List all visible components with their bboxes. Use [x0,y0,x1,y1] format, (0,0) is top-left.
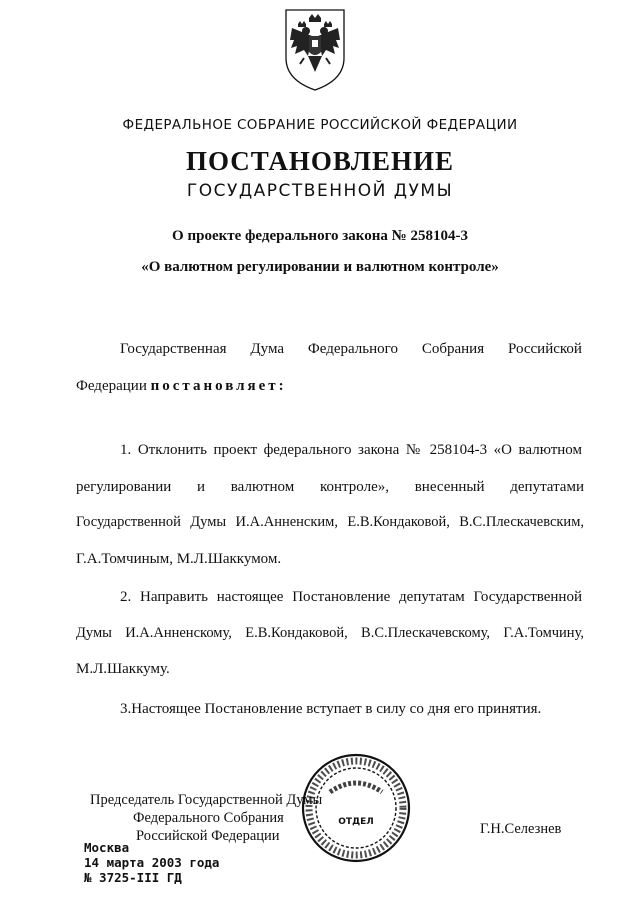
item1-line-2: регулировании и валютном контроле», внесенный депутатами [76,479,584,495]
footer-city: Москва [84,840,130,855]
item1-line-4: Г.А.Томчиным, М.Л.Шаккумом. [76,551,282,567]
document-issuer: ГОСУДАРСТВЕННОЙ ДУМЫ [186,181,454,201]
footer-number: № 3725-III ГД [84,870,182,885]
eagle-icon [282,6,348,92]
signatory-title-line-2: Федерального Собрания [133,810,284,826]
signatory-title-line-1: Председатель Государственной Думы [90,792,323,808]
preamble-resolves: постановляет: [150,378,287,394]
preamble-word: Дума [250,341,285,357]
preamble-word: Государственная [120,341,227,357]
item2-line-3: М.Л.Шаккуму. [76,661,170,677]
document-type-title: ПОСТАНОВЛЕНИЕ [185,146,455,176]
preamble-federation: Федерации [76,378,147,394]
preamble-line-1 [120,341,582,358]
item2-line-1: 2. Направить настоящее Постановление депутатам Государственной [120,589,582,605]
preamble-line-2 [76,378,584,395]
organization-name: ФЕДЕРАЛЬНОЕ СОБРАНИЕ РОССИЙСКОЙ ФЕДЕРАЦИИ [122,117,518,133]
coat-of-arms-emblem [282,6,348,92]
item2-line-2: Думы И.А.Анненскому, Е.В.Кондаковой, В.С.Плескачевскому, Г.А.Томчину, [76,625,584,641]
subject-line-2: «О валютном регулировании и валютном контроле» [141,259,499,275]
signatory-title-line-3: Российской Федерации [136,828,280,844]
subject-line-1: О проекте федерального закона № 258104-3 [172,228,468,244]
preamble-word: Собрания [421,341,485,357]
item3-line-1: 3.Настоящее Постановление вступает в силу со дня его принятия. [120,701,542,717]
item1-line-3: Государственной Думы И.А.Анненским, Е.В.Кондаковой, В.С.Плескачевским, [76,514,584,530]
item1-line-1: 1. Отклонить проект федерального закона № 258104-3 «О валютном [120,442,582,458]
preamble-word: Российской [508,341,582,357]
preamble-word: Федерального [307,341,398,357]
footer-date: 14 марта 2003 года [84,855,220,870]
seal-inner-text: ОТДЕЛ [338,817,374,827]
signatory-name: Г.Н.Селезнев [480,821,562,837]
